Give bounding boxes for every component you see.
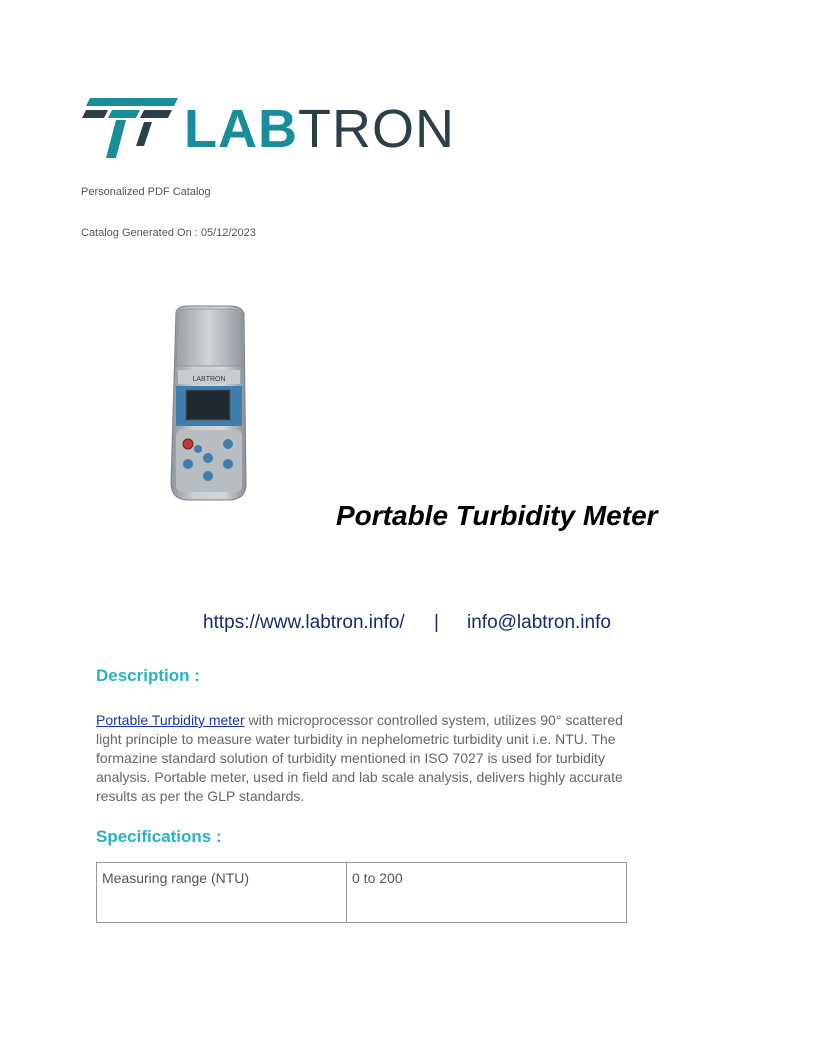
brand-wordmark bbox=[184, 100, 455, 158]
contact-separator: | bbox=[434, 612, 439, 633]
table-row bbox=[97, 863, 627, 923]
product-link[interactable]: Portable Turbidity meter bbox=[96, 712, 245, 728]
description-body: with microprocessor controlled system, utilizes 90° scattered light principle to measure water turbidity in nephelometric turbidity unit i.e. NTU. The formazine standard solution of turbidity mentioned in ISO 7027 is used for turbidity analysis. Portable meter, used in field and lab scale analysis, delivers highly accurate results as per the GLP standards. bbox=[96, 712, 623, 804]
brand-name-bold: LAB bbox=[184, 99, 298, 159]
description-heading: Description : bbox=[96, 666, 200, 685]
labtron-logo bbox=[82, 96, 462, 162]
spec-value: 0 to 200 bbox=[347, 863, 627, 923]
email-link[interactable]: info@labtron.info bbox=[467, 612, 611, 633]
labtron-logo-mark-icon bbox=[82, 96, 182, 162]
product-title: Portable Turbidity Meter bbox=[336, 500, 658, 531]
description-text bbox=[96, 711, 631, 806]
website-link[interactable]: https://www.labtron.info/ bbox=[203, 612, 405, 633]
product-image bbox=[168, 304, 250, 504]
spec-label: Measuring range (NTU) bbox=[97, 863, 347, 923]
catalog-label: Personalized PDF Catalog bbox=[81, 186, 211, 198]
device-brand-label: LABTRON bbox=[192, 376, 226, 383]
specifications-heading: Specifications : bbox=[96, 827, 222, 846]
brand-name-regular: TRON bbox=[297, 99, 455, 159]
specifications-table bbox=[96, 862, 627, 923]
catalog-generated-date: Catalog Generated On : 05/12/2023 bbox=[81, 227, 256, 239]
